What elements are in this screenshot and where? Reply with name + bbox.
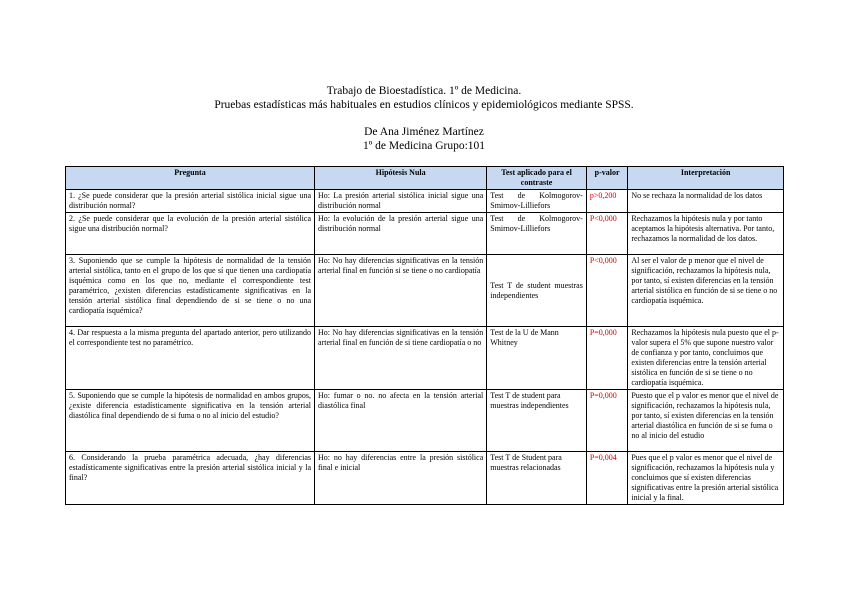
table-row bbox=[66, 255, 784, 327]
cell-interpretacion: No se rechaza la normalidad de los datos bbox=[628, 190, 784, 213]
table-row bbox=[66, 327, 784, 390]
cell-hipotesis: Ho: La presión arterial sistólica inicial sigue una distribución normal bbox=[315, 190, 487, 213]
test-text: Test T de student muestras independientes bbox=[490, 280, 583, 300]
cell-interpretacion: Rechazamos la hipótesis nula y por tanto aceptamos la hipótesis alternativa. Por tanto, rechazamos la normalidad de los datos. bbox=[628, 213, 784, 255]
table-header-row bbox=[66, 167, 784, 190]
cell-test: Test de Kolmogorov-Smirnov-Lilliefors bbox=[487, 190, 587, 213]
header-interpretacion: Interpretación bbox=[628, 167, 784, 190]
cell-pregunta: 3. Suponiendo que se cumple la hipótesis de normalidad de la tensión arterial sistólica, tanto en el grupo de los que sí que tienen una cardiopatía isquémica como en los que no, mediante el correspondiente test paramétrico, ¿existen diferencias estadísticamente significativas en la tensión arterial sistólica final dependiendo de si se tiene o no una cardiopatía isquémica? bbox=[66, 255, 315, 327]
cell-hipotesis: Ho: fumar o no. no afecta en la tensión arterial diastólica final bbox=[315, 390, 487, 452]
header-hipotesis: Hipótesis Nula bbox=[315, 167, 487, 190]
cell-pvalor: P=0,000 bbox=[586, 327, 628, 390]
cell-hipotesis: Ho: no hay diferencias entre la presión sistólica final e inicial bbox=[315, 452, 487, 505]
cell-hipotesis: Ho: No hay diferencias significativas en la tensión arterial final en función si se tiene o no cardiopatía bbox=[315, 255, 487, 327]
cell-pvalor: p>0,200 bbox=[586, 190, 628, 213]
cell-test: Test T de student para muestras independientes bbox=[487, 390, 587, 452]
cell-hipotesis: Ho: No hay diferencias significativas en la tensión arterial final en función de si tiene cardiopatía o no bbox=[315, 327, 487, 390]
group-line: 1º de Medicina Grupo:101 bbox=[362, 140, 486, 152]
cell-test: Test de la U de Mann Whitney bbox=[487, 327, 587, 390]
cell-pregunta: 6. Considerando la prueba paramétrica adecuada, ¿hay diferencias estadísticamente significativas entre la presión arterial sistólica inicial y la final? bbox=[66, 452, 315, 505]
cell-pregunta: 4. Dar respuesta a la misma pregunta del apartado anterior, pero utilizando el correspondiente test no paramétrico. bbox=[66, 327, 315, 390]
table-row bbox=[66, 213, 784, 255]
author-line: De Ana Jiménez Martínez bbox=[364, 126, 484, 138]
table-row bbox=[66, 390, 784, 452]
cell-test bbox=[487, 255, 587, 327]
statistics-table bbox=[65, 166, 784, 505]
cell-interpretacion: Rechazamos la hipótesis nula puesto que el p-valor supera el 5% que supone nuestro valor de confianza y por tanto, concluimos que existen diferencias entre la tensión arterial sistólica en función de si se tiene o no cardiopatía isquémica. bbox=[628, 327, 784, 390]
header-test: Test aplicado para el contraste bbox=[487, 167, 587, 190]
cell-pregunta: 2. ¿Se puede considerar que la evolución de la presión arterial sistólica sigue una distribución normal? bbox=[66, 213, 315, 255]
document-subtitle: Pruebas estadísticas más habituales en estudios clínicos y epidemiológicos mediante SPSS. bbox=[214, 99, 634, 111]
table-row bbox=[66, 452, 784, 505]
cell-interpretacion: Puesto que el p valor es menor que el nivel de significación, rechazamos la hipótesis nula, por tanto, sí existen diferencias en la tensión arterial diastólica en función de si se fuma o no al inicio del estudio bbox=[628, 390, 784, 452]
cell-pvalor: P<0,000 bbox=[586, 255, 628, 327]
cell-pvalor: P=0,000 bbox=[586, 390, 628, 452]
cell-hipotesis: Ho: la evolución de la presión arterial sigue una distribución normal bbox=[315, 213, 487, 255]
cell-pvalor: P<0,000 bbox=[586, 213, 628, 255]
header-pregunta: Pregunta bbox=[66, 167, 315, 190]
cell-pregunta: 1. ¿Se puede considerar que la presión arterial sistólica inicial sigue una distribución normal? bbox=[66, 190, 315, 213]
cell-interpretacion: Al ser el valor de p menor que el nivel de significación, rechazamos la hipótesis nula, por tanto, sí existen diferencias en la tensión arterial sistólica en función de si se tiene o no cardiopatía isquémica. bbox=[628, 255, 784, 327]
cell-pregunta: 5. Suponiendo que se cumple la hipótesis de normalidad en ambos grupos, ¿existe diferencia estadísticamente significativa en la tensión arterial diastólica final dependiendo de si fuma o no al inicio del estudio? bbox=[66, 390, 315, 452]
header-pvalor: p-valor bbox=[586, 167, 628, 190]
cell-pvalor: P=0,004 bbox=[586, 452, 628, 505]
cell-test: Test T de Student para muestras relacionadas bbox=[487, 452, 587, 505]
document-title: Trabajo de Bioestadística. 1º de Medicina. bbox=[326, 85, 522, 97]
table-row bbox=[66, 190, 784, 213]
cell-test: Test de Kolmogorov-Smirnov-Lilliefors bbox=[487, 213, 587, 255]
cell-interpretacion: Pues que el p valor es menor que el nivel de significación, rechazamos la hipótesis nula y concluimos que sí existen diferencias significativas entre la presión arterial sistólica inicial y la final. bbox=[628, 452, 784, 505]
